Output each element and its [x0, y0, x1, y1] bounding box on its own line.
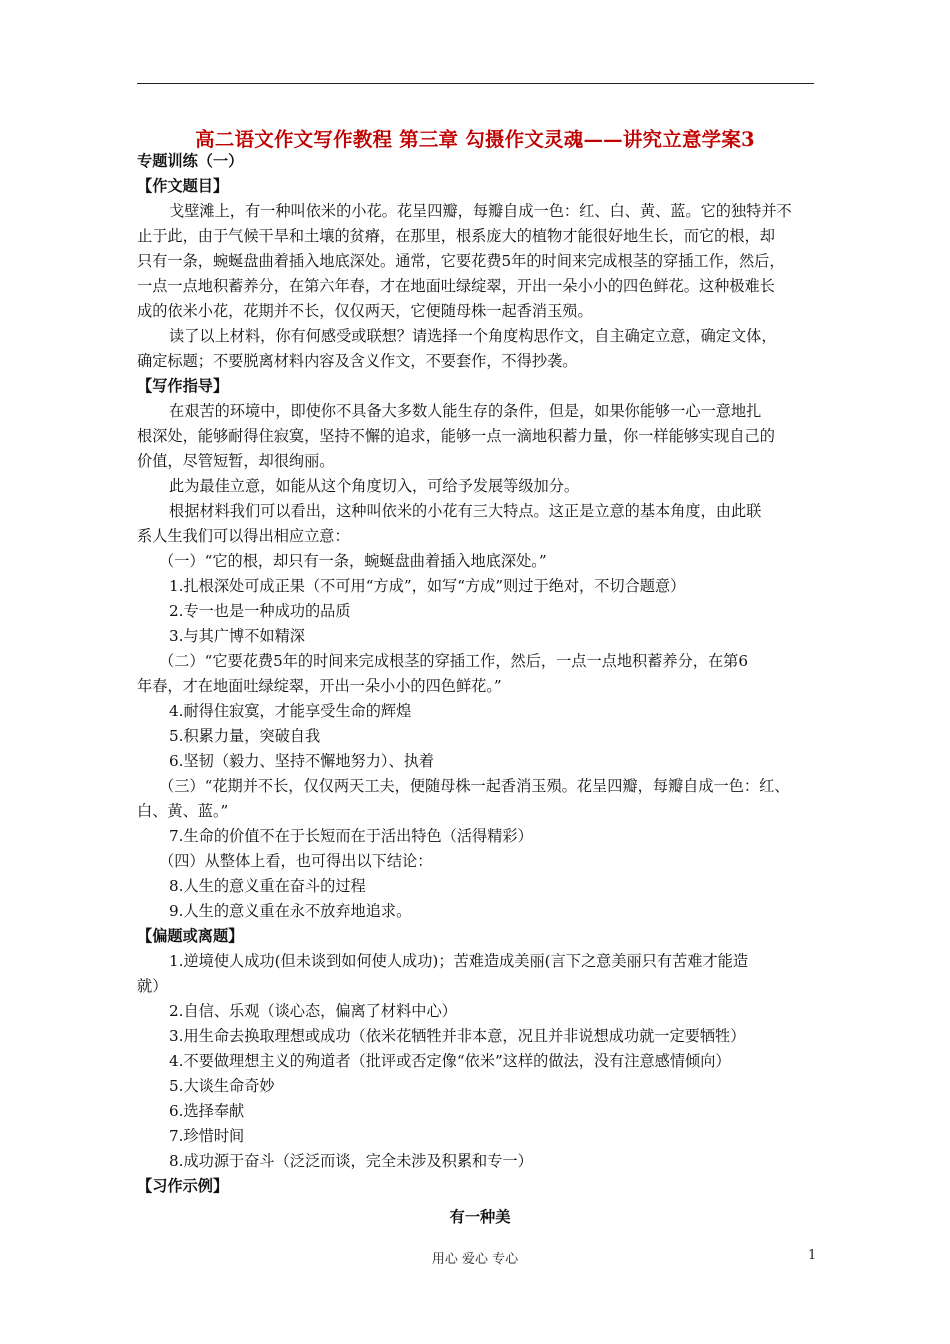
point-item: 9.人生的意义重在永不放弃地追求。	[169, 902, 412, 920]
point-item: 4.耐得住寂寞，才能享受生命的辉煌	[169, 702, 412, 720]
best-idea-line: 此为最佳立意，如能从这个角度切入，可给予发展等级加分。	[169, 477, 580, 495]
guide-line: 在艰苦的环境中，即使你不具备大多数人能生存的条件，但是，如果你能够一心一意地扎	[169, 402, 762, 420]
topic-line: 只有一条，蜿蜒盘曲着插入地底深处。通常，它要花费5年的时间来完成根茎的穿插工作，然后，	[137, 252, 785, 270]
off-topic-item: 就）	[137, 977, 168, 995]
point-item: 1.扎根深处可成正果（不可用“方成”，如写“方成”则过于绝对，不切合题意）	[169, 577, 686, 595]
basis-line: 系人生我们可以得出相应立意：	[137, 527, 350, 545]
basis-line: 根据材料我们可以看出，这种叫依米的小花有三大特点。这正是立意的基本角度，由此联	[169, 502, 762, 520]
topic-line: 一点一点地积蓄养分，在第六年春，才在地面吐绿绽翠，开出一朵小小的四色鲜花。这种极难长	[137, 277, 775, 295]
off-topic-item: 1.逆境使人成功(但未谈到如何使人成功)；苦难造成美丽(言下之意美丽只有苦难才能造	[169, 952, 749, 970]
heading-off-topic: 【偏题或离题】	[137, 927, 244, 945]
header-rule	[137, 83, 814, 84]
footer-text: 用心 爱心 专心	[431, 1252, 519, 1267]
off-topic-item: 3.用生命去换取理想或成功（依米花牺牲并非本意，况且并非说想成功就一定要牺牲）	[169, 1027, 746, 1045]
point-item: 7.生命的价值不在于长短而在于活出特色（活得精彩）	[169, 827, 533, 845]
document-body	[137, 149, 823, 1230]
heading-topic: 【作文题目】	[137, 177, 229, 195]
point-item: 8.人生的意义重在奋斗的过程	[169, 877, 366, 895]
section-heading: 专题训练（一）	[137, 152, 244, 170]
guide-line: 价值，尽管短暂，却很绚丽。	[137, 452, 335, 470]
point-item: 5.积累力量，突破自我	[169, 727, 321, 745]
point-heading: （一）“它的根，却只有一条，蜿蜒盘曲着插入地底深处。”	[159, 552, 547, 570]
point-heading: 白、黄、蓝。”	[137, 802, 229, 820]
off-topic-item: 4.不要做理想主义的殉道者（批评或否定像“依米”这样的做法，没有注意感情倾向）	[169, 1052, 731, 1070]
document-title: 高二语文作文写作教程 第三章 勾摄作文灵魂——讲究立意学案3	[195, 128, 755, 151]
point-item: 2.专一也是一种成功的品质	[169, 602, 351, 620]
topic-line: 止于此，由于气候干旱和土壤的贫瘠，在那里，根系庞大的植物才能很好地生长，而它的根，却	[137, 227, 775, 245]
off-topic-item: 7.珍惜时间	[169, 1127, 245, 1145]
point-heading: （二）“它要花费5年的时间来完成根茎的穿插工作，然后，一点一点地积蓄养分，在第6	[159, 652, 749, 670]
page-number: 1	[808, 1248, 817, 1263]
point-heading: （三）“花期并不长，仅仅两天工夫，便随母株一起香消玉殒。花呈四瓣，每瓣自成一色：红、	[159, 777, 790, 795]
point-heading: 年春，才在地面吐绿绽翠，开出一朵小小的四色鲜花。”	[137, 677, 502, 695]
point-heading: （四）从整体上看，也可得出以下结论：	[159, 852, 433, 870]
topic-line: 戈壁滩上，有一种叫依米的小花。花呈四瓣，每瓣自成一色：红、白、黄、蓝。它的独特并不	[169, 202, 792, 220]
off-topic-item: 6.选择奉献	[169, 1102, 245, 1120]
requirement-line: 读了以上材料，你有何感受或联想？请选择一个角度构思作文，自主确定立意，确定文体，	[169, 327, 777, 345]
guide-line: 根深处，能够耐得住寂寞，坚持不懈的追求，能够一点一滴地积蓄力量，你一样能够实现自己的	[137, 427, 775, 445]
point-item: 6.坚韧（毅力、坚持不懈地努力）、执着	[169, 752, 435, 770]
point-item: 3.与其广博不如精深	[169, 627, 305, 645]
heading-example: 【习作示例】	[137, 1177, 229, 1195]
off-topic-item: 2.自信、乐观（谈心态，偏离了材料中心）	[169, 1002, 457, 1020]
topic-line: 成的依米小花，花期并不长，仅仅两天，它便随母株一起香消玉殒。	[137, 302, 593, 320]
requirement-line: 确定标题；不要脱离材料内容及含义作文，不要套作，不得抄袭。	[137, 352, 578, 370]
off-topic-item: 8.成功源于奋斗（泛泛而谈，完全未涉及积累和专一）	[169, 1152, 533, 1170]
essay-title: 有一种美	[449, 1208, 511, 1226]
off-topic-item: 5.大谈生命奇妙	[169, 1077, 275, 1095]
heading-guide: 【写作指导】	[137, 377, 229, 395]
